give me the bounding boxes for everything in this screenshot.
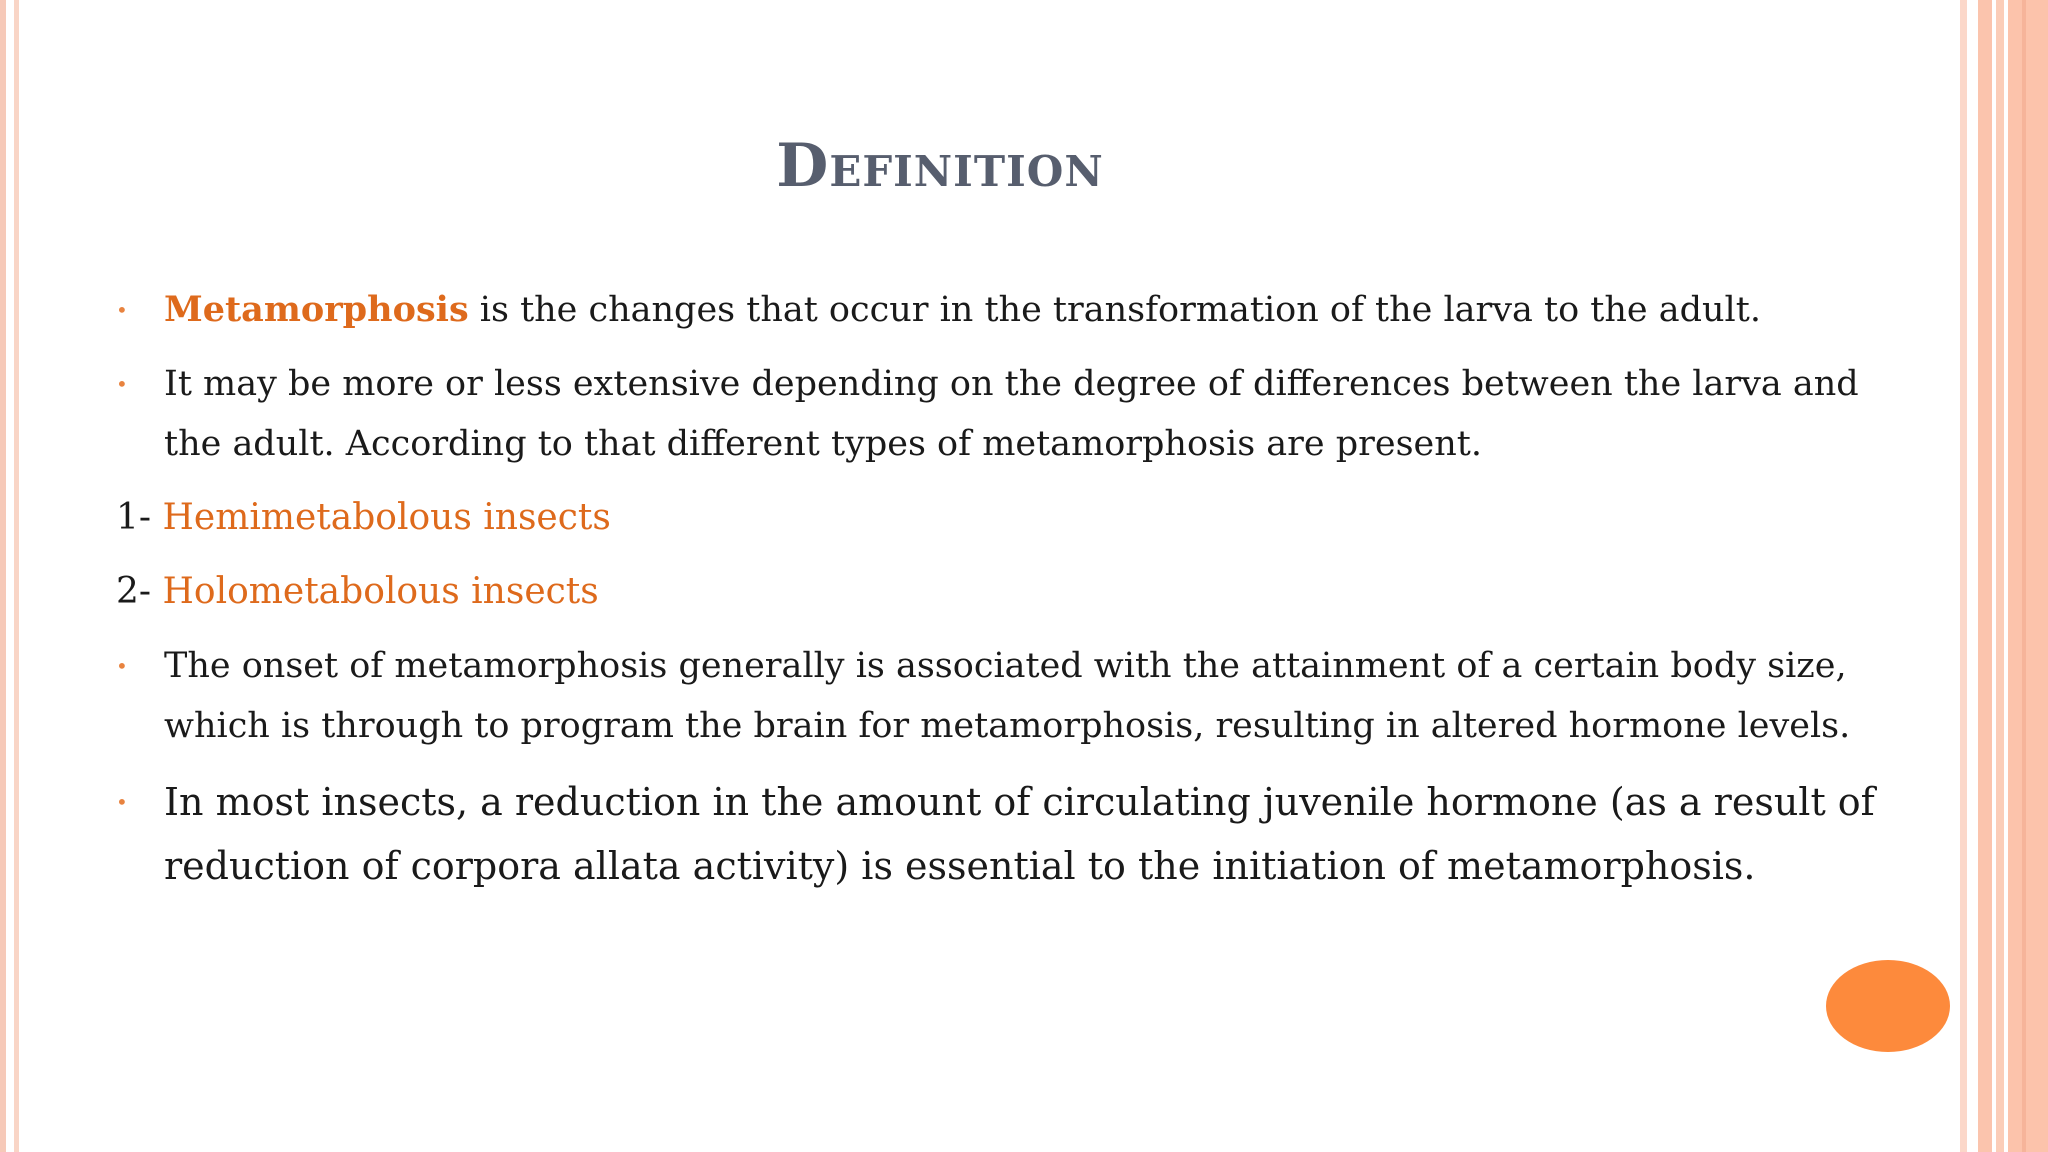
right-border-stripe xyxy=(2008,0,2048,1152)
bullet-item xyxy=(116,770,1876,898)
term-highlight: Metamorphosis xyxy=(164,289,469,330)
item-label: Hemimetabolous insects xyxy=(162,497,611,538)
bullet-item xyxy=(116,354,1876,474)
bullet-icon: • xyxy=(116,654,128,678)
item-number: 1- xyxy=(116,497,163,538)
slide-body xyxy=(116,280,1876,912)
right-border-stripe xyxy=(2022,0,2026,1152)
bullet-icon: • xyxy=(116,298,128,322)
numbered-item xyxy=(116,562,1876,622)
right-border-stripe xyxy=(1996,0,2004,1152)
slide-title: Definition xyxy=(776,131,1104,201)
bullet-text: The onset of metamorphosis generally is associated with the attainment of a certain body size, which is through to program the brain for metamorphosis, resulting in altered hormone levels. xyxy=(164,646,1851,746)
bullet-item xyxy=(116,636,1876,756)
item-label: Holometabolous insects xyxy=(162,571,599,612)
bullet-text: In most insects, a reduction in the amount of circulating juvenile hormone (as a result of reduction of corpora allata activity) is essential to the initiation of metamorphosis. xyxy=(164,780,1875,888)
bullet-text: It may be more or less extensive depending on the degree of differences between the larva and the adult. According to that different types of metamorphosis are present. xyxy=(164,364,1859,464)
bullet-item xyxy=(116,280,1876,340)
decorative-circle xyxy=(1826,960,1950,1052)
right-border-stripe xyxy=(1978,0,1992,1152)
bullet-icon: • xyxy=(116,790,128,814)
item-number: 2- xyxy=(116,571,163,612)
bullet-text: is the changes that occur in the transformation of the larva to the adult. xyxy=(468,290,1761,330)
bullet-icon: • xyxy=(116,372,128,396)
right-border-stripe xyxy=(1960,0,1967,1152)
numbered-item xyxy=(116,488,1876,548)
